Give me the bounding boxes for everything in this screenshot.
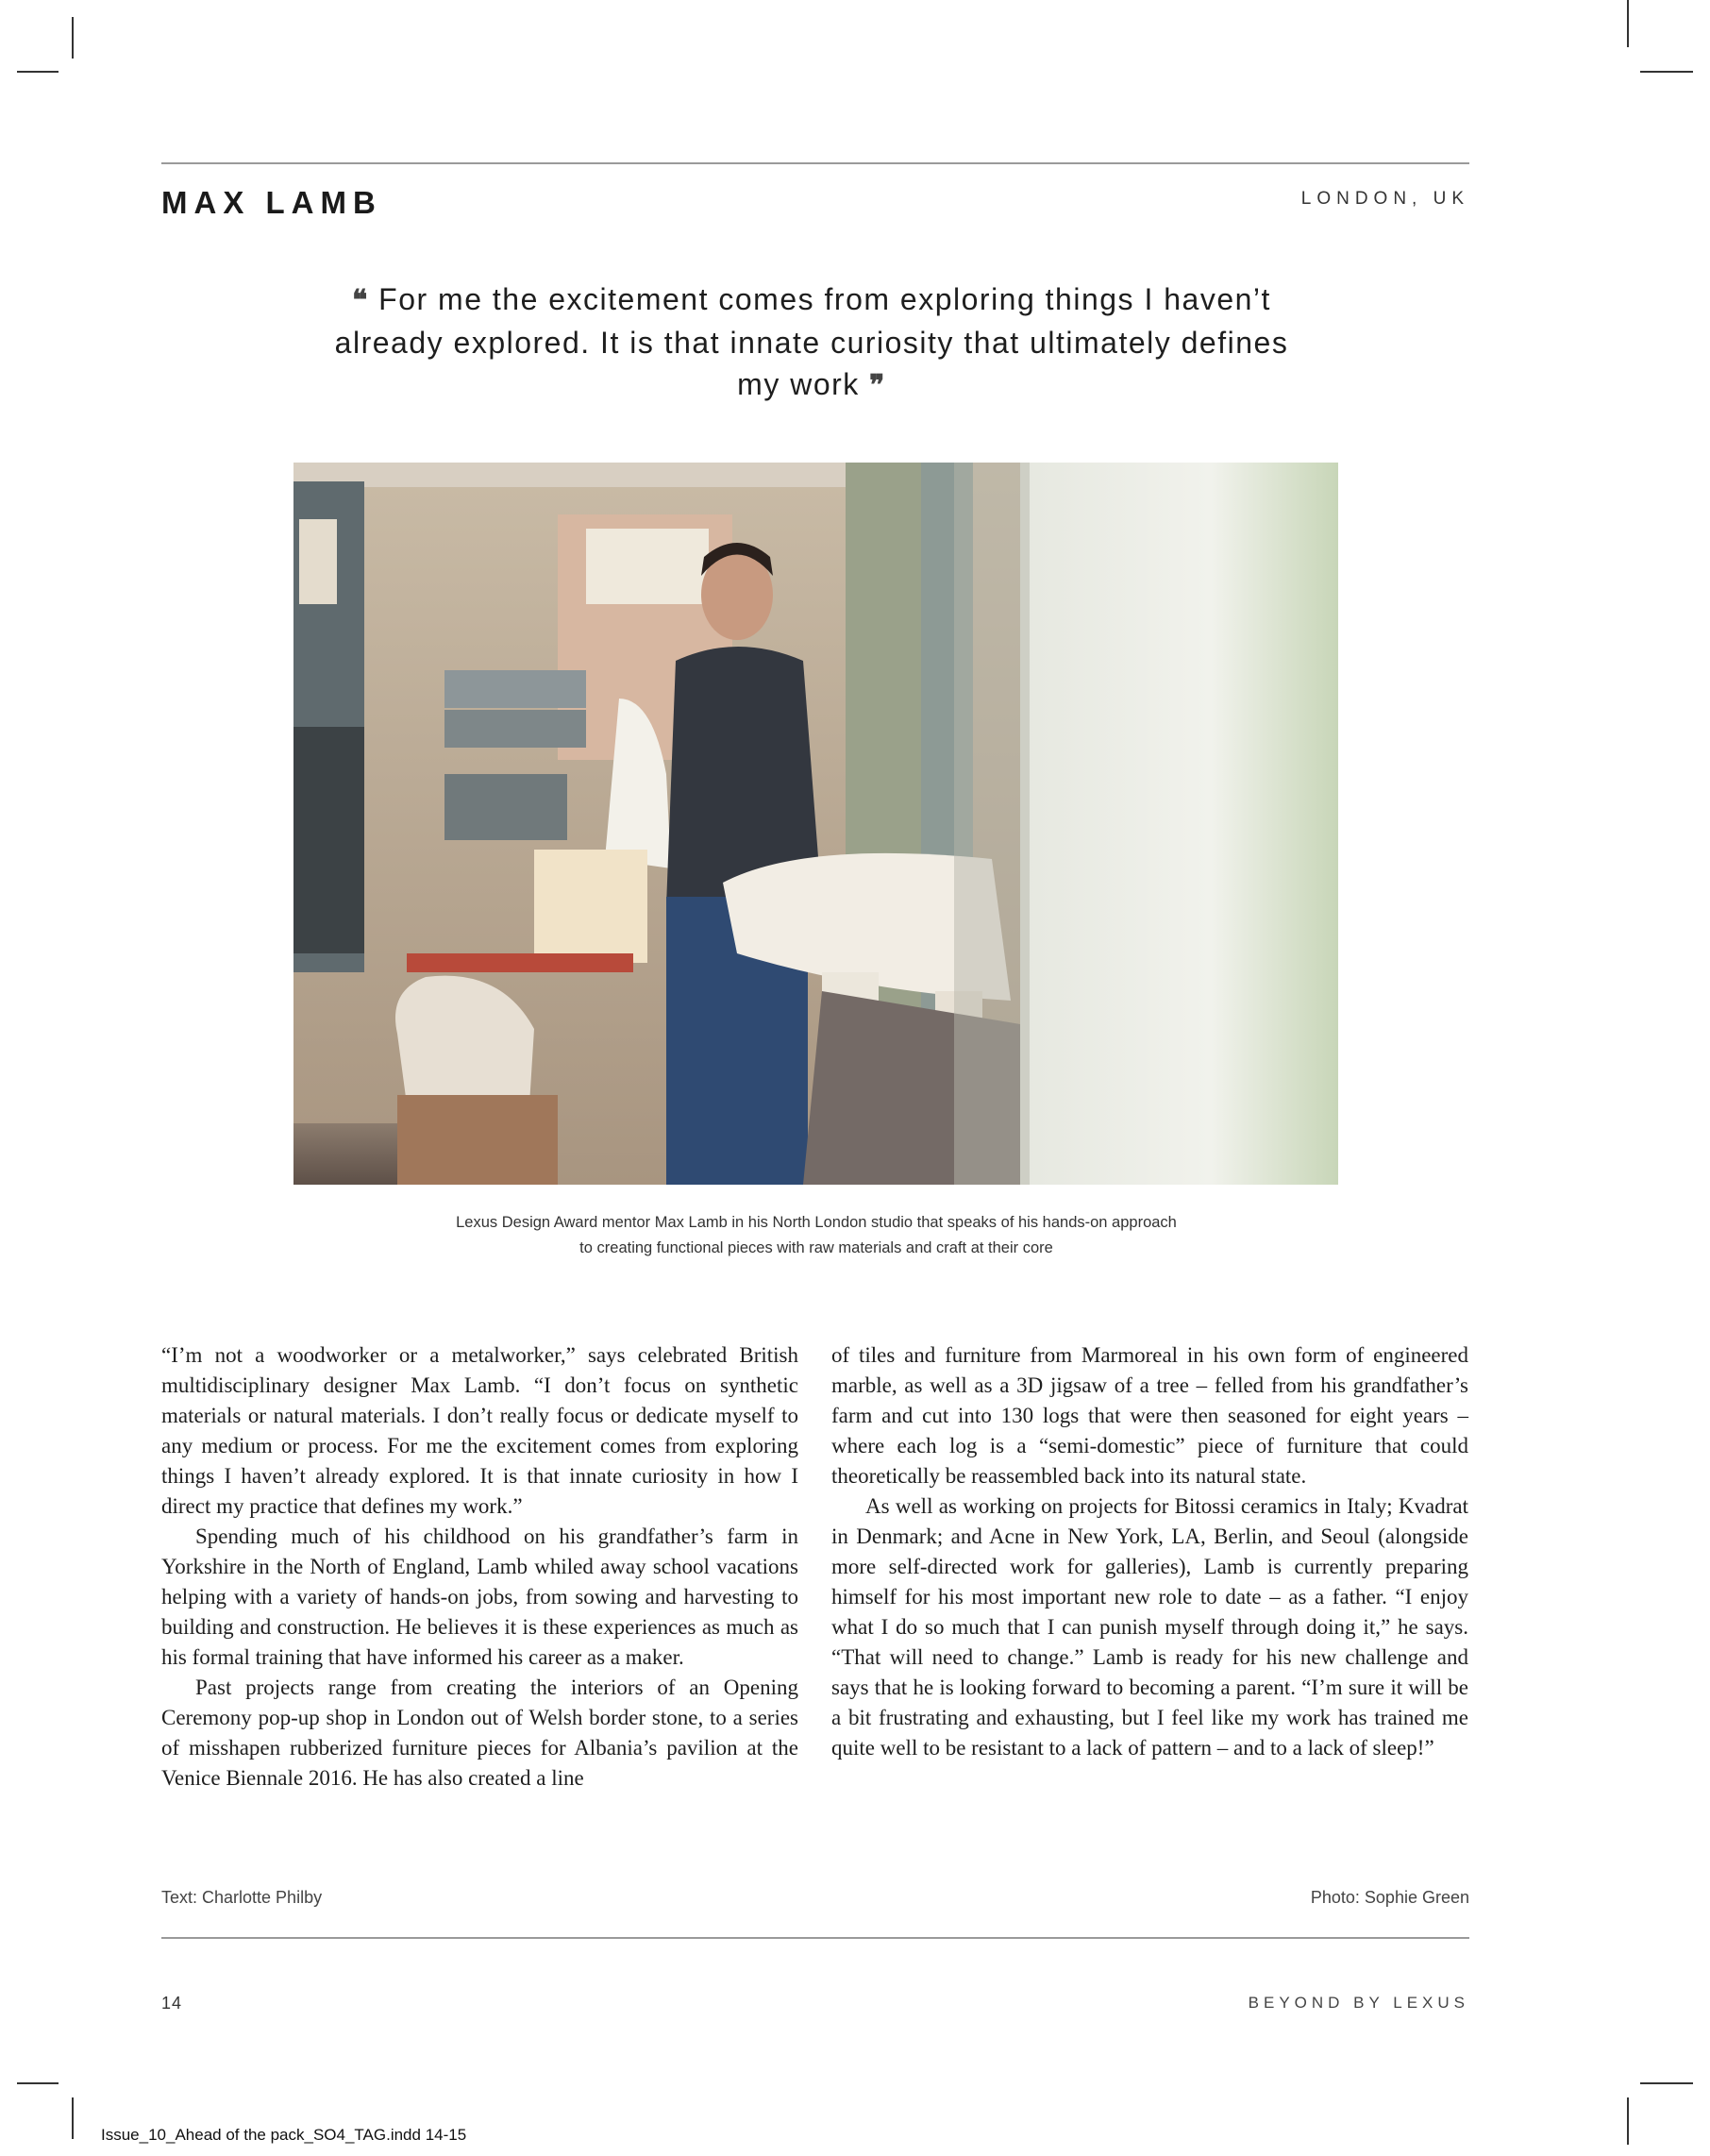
location-label: LONDON, UK	[1300, 189, 1469, 209]
bottom-rule	[161, 1937, 1469, 1939]
article-paragraph: As well as working on projects for Bitossi ceramics in Italy; Kvadrat in Denmark; and Acne in New York, LA, Berlin, and Seoul (alongside more self-directed work for galleries), Lamb is currently preparing himself for his most important new role to date – as a father. “I enjoy what I do so much that I can punish myself through doing it,” he says. “That will need to change.” Lamb is ready for his new challenge and says that he is looking forward to becoming a parent. “I’m sure it will be a bit frustrating and exhausting, but I feel like my work has trained me quite well to be resistant to a lack of pattern – and to a lack of sleep!”	[831, 1494, 1468, 1760]
crop-mark-bottom-left-horizontal	[17, 2082, 59, 2084]
studio-portrait-photo	[293, 463, 1338, 1185]
article-paragraph: “I’m not a woodworker or a metalworker,” says celebrated British multidisciplinary designer Max Lamb. “I don’t focus on synthetic materials or natural materials. I don’t really focus or dedicate myself to any medium or process. For me the excitement comes from exploring things I haven’t already explored. It is that innate curiosity in how I direct my practice that defines my work.”	[161, 1343, 798, 1518]
article-left-column	[161, 1340, 798, 1794]
studio-photo-illustration	[293, 463, 1338, 1185]
top-rule	[161, 162, 1469, 164]
crop-mark-top-right-vertical	[1627, 0, 1629, 47]
designer-name: MAX LAMB	[161, 185, 382, 220]
pull-quote	[311, 278, 1312, 407]
magazine-name: BEYOND BY LEXUS	[1248, 1994, 1469, 2012]
crop-mark-bottom-left-vertical	[72, 2097, 74, 2139]
article-right-column	[831, 1340, 1468, 1763]
crop-mark-bottom-right-horizontal	[1640, 2082, 1693, 2084]
photo-caption: Lexus Design Award mentor Max Lamb in his North London studio that speaks of his hands-on approach to creating functional pieces with raw materials and craft at their core	[456, 1214, 1177, 1256]
photo-credit: Photo: Sophie Green	[1310, 1888, 1469, 1907]
crop-mark-bottom-right-vertical	[1627, 2097, 1629, 2145]
page-number: 14	[161, 1994, 183, 2013]
pull-quote-text: For me the excitement comes from exploring things I haven’t already explored. It is that innate curiosity that ultimately defines my work	[334, 282, 1289, 401]
article-paragraph: Spending much of his childhood on his grandfather’s farm in Yorkshire in the North of England, Lamb whiled away school vacations helping with a variety of hands-on jobs, from sowing and harvesting to building and construction. He believes it is these experiences as much as his formal training that have informed his career as a maker.	[161, 1524, 798, 1669]
article-paragraph: Past projects range from creating the interiors of an Opening Ceremony pop-up shop in London out of Welsh border stone, to a series of misshapen rubberized furniture pieces for Albania’s pavilion at the Venice Biennale 2016. He has also created a line	[161, 1676, 798, 1790]
close-quote-icon: ❞	[869, 369, 886, 402]
article-paragraph: of tiles and furniture from Marmoreal in his own form of engineered marble, as well as a 3D jigsaw of a tree – felled from his grandfather’s farm and cut into 130 logs that were then seasoned for eight years – where each log is a “semi-domestic” piece of furniture that could theoretically be reassembled back into its natural state.	[831, 1343, 1468, 1488]
file-slug: Issue_10_Ahead of the pack_SO4_TAG.indd 14-15	[101, 2126, 467, 2144]
crop-mark-top-left-horizontal	[17, 71, 59, 73]
crop-mark-top-left-vertical	[72, 17, 74, 59]
text-credit: Text: Charlotte Philby	[161, 1888, 323, 1907]
crop-mark-top-right-horizontal	[1640, 71, 1693, 73]
open-quote-icon: ❝	[352, 284, 369, 317]
